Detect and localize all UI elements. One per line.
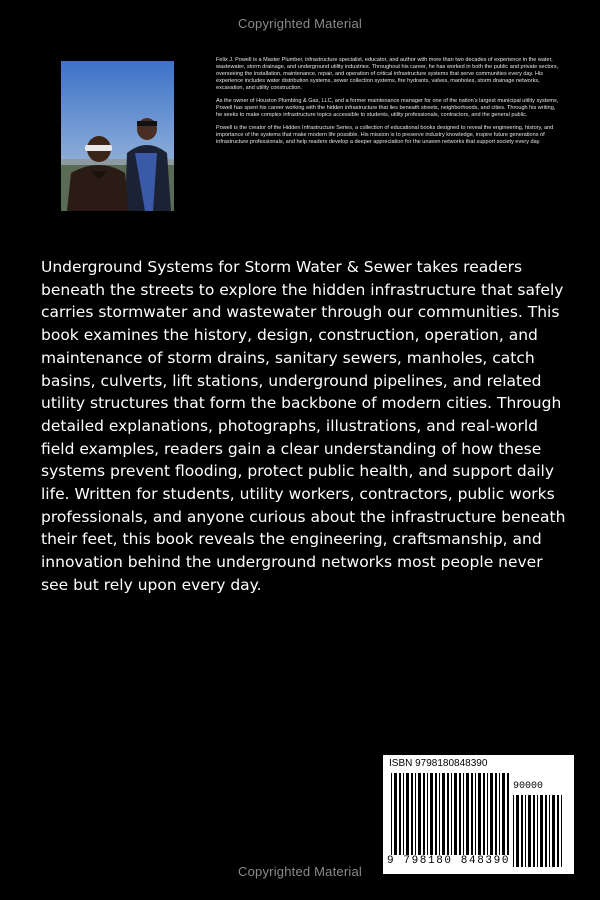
barcode-digits: 9 798180 848390 [387,855,511,867]
isbn-barcode [383,755,574,874]
isbn-label: ISBN 9798180848390 [389,758,488,769]
barcode-addon-bars-icon [513,795,565,867]
price-code: 90000 [513,781,544,792]
book-description: Underground Systems for Storm Water & Sewer takes readers beneath the streets to explore the hidden infrastructure that safely carries stormwater and wastewater through our communities. This book examines the history, design, construction, operation, and maintenance of storm drains, sanitary sewers, manholes, catch basins, culverts, lift stations, underground pipelines, and related utility structures that form the backbone of modern cities. Through detailed explanations, photographs, illustrations, and real-world field examples, readers gain a clear understanding of how these systems prevent flooding, protect public health, and support daily life. Written for students, utility workers, contractors, public works professionals, and anyone curious about the infrastructure beneath their feet, this book reveals the engineering, craftsmanship, and innovation behind the underground networks most people never see but rely upon every day. [41,258,566,594]
copyright-watermark-top: Copyrighted Material [238,16,362,31]
bio-paragraph: As the owner of Houston Plumbing & Gas, LLC, and a former maintenance manager for one of the nation's largest municipal utility systems, Powell has spent his career working with the hidden infrastructure that lies beneath streets, neighborhoods, and cities. Through his writing, he seeks to make complex infrastructure topics accessible to students, utility professionals, contractors, and the general public. [216,98,559,118]
copyright-watermark-bottom: Copyrighted Material [238,864,362,879]
bio-paragraph: Powell is the creator of the Hidden Infrastructure Series, a collection of educational books designed to reveal the engineering, history, and importance of the systems that make modern life possible. His mission is to preserve industry knowledge, inspire future generations of infrastructure professionals, and help readers develop a deeper appreciation for the unseen networks that support society every day. [216,125,554,145]
author-photo [61,61,174,211]
barcode-bars-icon [391,773,511,855]
author-photo-icon [61,61,174,211]
bio-paragraph: Felix J. Powell is a Master Plumber, infrastructure specialist, educator, and author with more than two decades of experience in the water, wastewater, storm drainage, and underground utility industries. Throughout his career, he has worked in both the public and private sectors, overseeing the installation, maintenance, repair, and operation of critical infrastructure systems that serve communities every day. His experience includes water distribution systems, sewer collection systems, fire hydrants, valves, manholes, storm drainage networks, excavation, and utility construction. [216,57,559,91]
author-bio [216,57,562,152]
